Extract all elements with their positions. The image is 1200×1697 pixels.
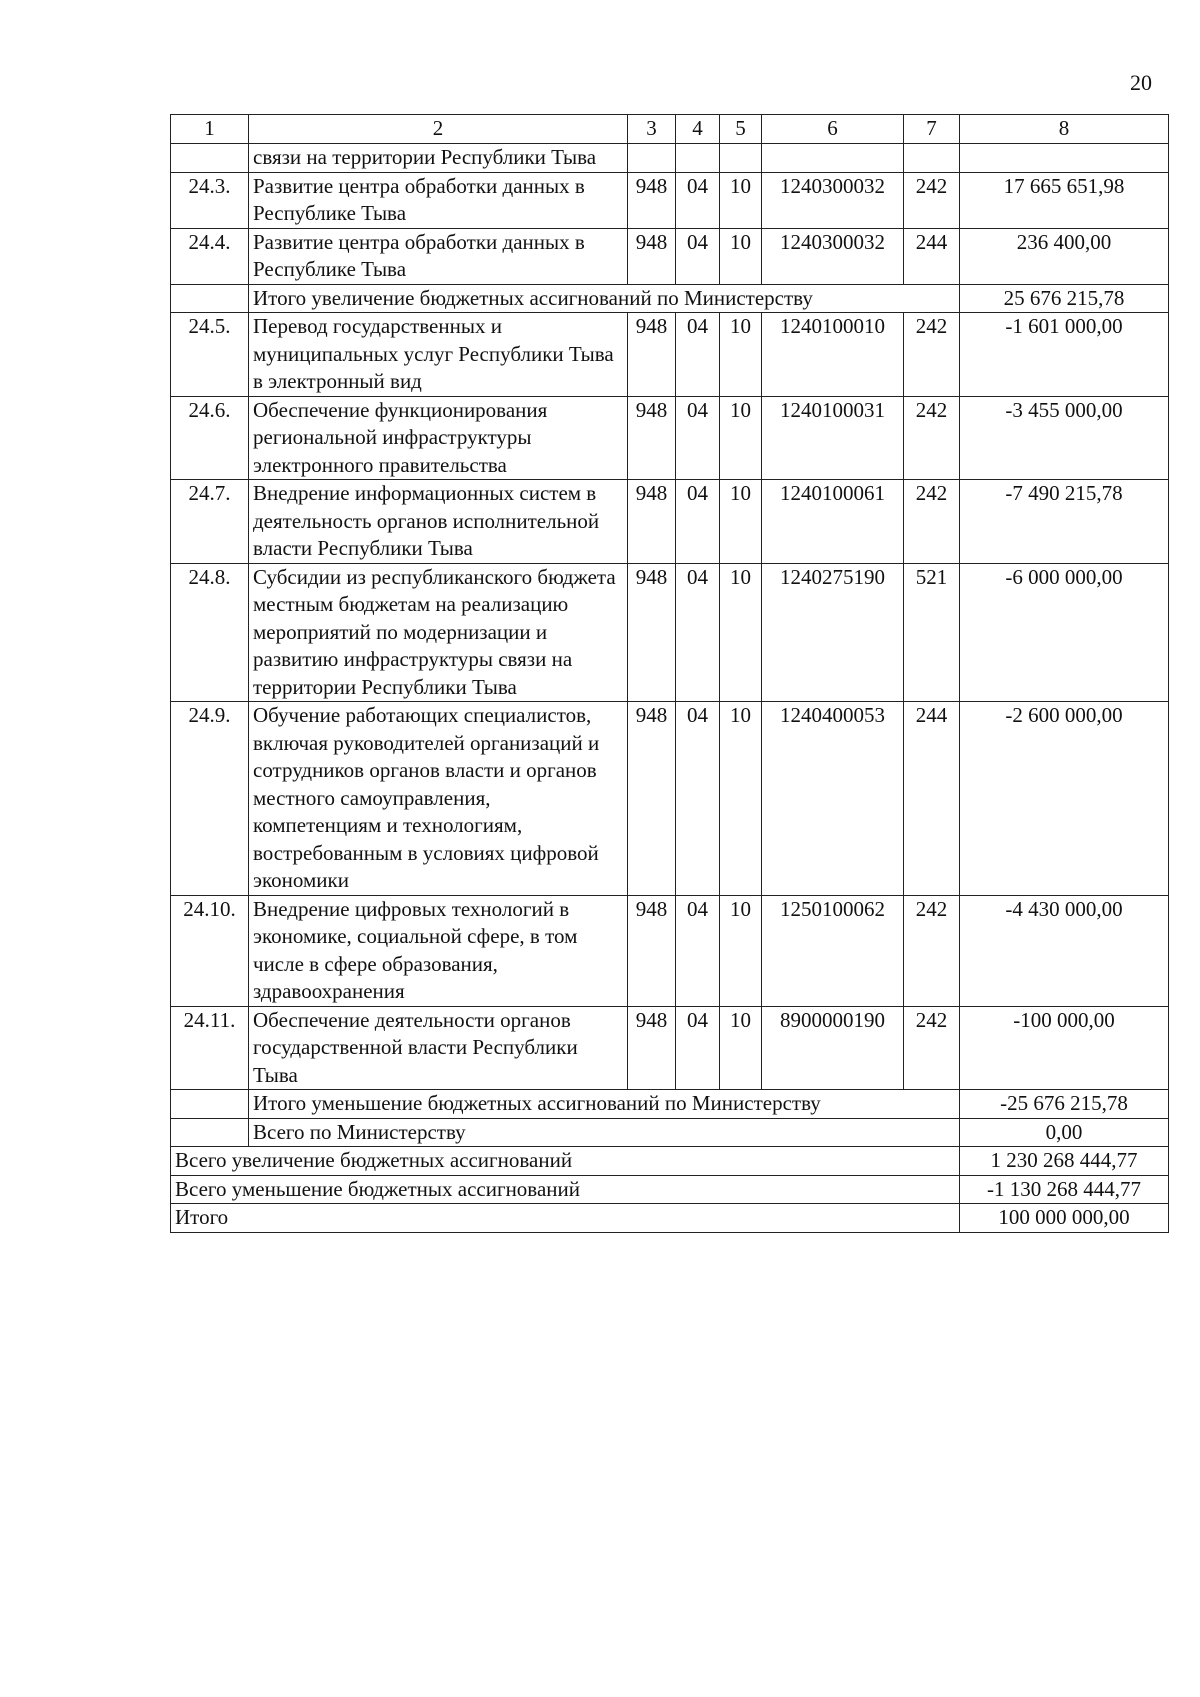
code-cell: 948: [628, 563, 676, 702]
code-cell: 242: [904, 313, 960, 397]
continuation-row: [171, 144, 1169, 173]
continuation-text: связи на территории Республики Тыва: [249, 144, 628, 173]
row-amount: 236 400,00: [960, 228, 1169, 284]
row-name: Обеспечение деятельности органов государственной власти Республики Тыва: [249, 1006, 628, 1090]
table-row: [171, 480, 1169, 564]
code-cell: 04: [676, 895, 720, 1006]
row-name: Обеспечение функционирования региональной инфраструктуры электронного правительства: [249, 396, 628, 480]
code-cell: 521: [904, 563, 960, 702]
code-cell: 10: [720, 1006, 762, 1090]
row-name: Развитие центра обработки данных в Республике Тыва: [249, 172, 628, 228]
code-cell: 1240100031: [762, 396, 904, 480]
code-cell: 04: [676, 396, 720, 480]
ministry-total-label: Всего по Министерству: [249, 1118, 960, 1147]
table-row: [171, 396, 1169, 480]
row-name: Обучение работающих специалистов, включая руководителей организаций и сотрудников органов власти и органов местного самоуправления, компетенциям и технологиям, востребованным в условиях цифровой экономики: [249, 702, 628, 896]
code-cell: 1240400053: [762, 702, 904, 896]
subtotal-decrease-amount: -25 676 215,78: [960, 1090, 1169, 1119]
row-name: Перевод государственных и муниципальных услуг Республики Тыва в электронный вид: [249, 313, 628, 397]
code-cell: 242: [904, 396, 960, 480]
row-amount: -7 490 215,78: [960, 480, 1169, 564]
code-cell: 242: [904, 895, 960, 1006]
grand-total-row: [171, 1204, 1169, 1233]
total-decrease-row: [171, 1175, 1169, 1204]
grand-total-label: Итого: [171, 1204, 960, 1233]
table-row: [171, 702, 1169, 896]
code-cell: 948: [628, 480, 676, 564]
total-increase-label: Всего увеличение бюджетных ассигнований: [171, 1147, 960, 1176]
code-cell: 04: [676, 563, 720, 702]
page-number: 20: [1130, 70, 1152, 95]
subtotal-increase-amount: 25 676 215,78: [960, 284, 1169, 313]
subtotal-decrease-label: Итого уменьшение бюджетных ассигнований по Министерству: [249, 1090, 960, 1119]
header-cell: 5: [720, 115, 762, 144]
code-cell: 242: [904, 172, 960, 228]
code-cell: 04: [676, 1006, 720, 1090]
row-amount: 17 665 651,98: [960, 172, 1169, 228]
code-cell: 10: [720, 702, 762, 896]
subtotal-increase-row: [171, 284, 1169, 313]
code-cell: 10: [720, 313, 762, 397]
header-cell: 3: [628, 115, 676, 144]
row-amount: -3 455 000,00: [960, 396, 1169, 480]
subtotal-decrease-row: [171, 1090, 1169, 1119]
row-amount: -2 600 000,00: [960, 702, 1169, 896]
header-cell: 7: [904, 115, 960, 144]
code-cell: 10: [720, 563, 762, 702]
table-header-row: [171, 115, 1169, 144]
row-number: 24.7.: [171, 480, 249, 564]
table-row: [171, 895, 1169, 1006]
code-cell: 244: [904, 228, 960, 284]
row-number: 24.4.: [171, 228, 249, 284]
row-number: 24.9.: [171, 702, 249, 896]
code-cell: 10: [720, 228, 762, 284]
code-cell: 948: [628, 313, 676, 397]
ministry-total-row: [171, 1118, 1169, 1147]
header-cell: 6: [762, 115, 904, 144]
table-row: [171, 172, 1169, 228]
total-increase-amount: 1 230 268 444,77: [960, 1147, 1169, 1176]
total-increase-row: [171, 1147, 1169, 1176]
code-cell: 948: [628, 396, 676, 480]
code-cell: 04: [676, 480, 720, 564]
code-cell: 10: [720, 396, 762, 480]
row-amount: -1 601 000,00: [960, 313, 1169, 397]
subtotal-increase-label: Итого увеличение бюджетных ассигнований по Министерству: [249, 284, 960, 313]
code-cell: 1240100061: [762, 480, 904, 564]
row-amount: -100 000,00: [960, 1006, 1169, 1090]
total-decrease-label: Всего уменьшение бюджетных ассигнований: [171, 1175, 960, 1204]
code-cell: 8900000190: [762, 1006, 904, 1090]
total-decrease-amount: -1 130 268 444,77: [960, 1175, 1169, 1204]
code-cell: 948: [628, 702, 676, 896]
code-cell: 10: [720, 480, 762, 564]
code-cell: 04: [676, 313, 720, 397]
code-cell: 04: [676, 172, 720, 228]
row-number: 24.8.: [171, 563, 249, 702]
code-cell: 242: [904, 480, 960, 564]
header-cell: 1: [171, 115, 249, 144]
table-row: [171, 1006, 1169, 1090]
row-number: 24.11.: [171, 1006, 249, 1090]
header-cell: 8: [960, 115, 1169, 144]
row-name: Внедрение цифровых технологий в экономике, социальной сфере, в том числе в сфере образования, здравоохранения: [249, 895, 628, 1006]
table-row: [171, 313, 1169, 397]
grand-total-amount: 100 000 000,00: [960, 1204, 1169, 1233]
row-number: 24.5.: [171, 313, 249, 397]
ministry-total-amount: 0,00: [960, 1118, 1169, 1147]
budget-table: [170, 114, 1169, 1233]
code-cell: 1240300032: [762, 172, 904, 228]
row-amount: -4 430 000,00: [960, 895, 1169, 1006]
code-cell: 1250100062: [762, 895, 904, 1006]
code-cell: 1240100010: [762, 313, 904, 397]
header-cell: 2: [249, 115, 628, 144]
table-row: [171, 228, 1169, 284]
code-cell: 04: [676, 228, 720, 284]
code-cell: 10: [720, 895, 762, 1006]
code-cell: 948: [628, 172, 676, 228]
code-cell: 1240275190: [762, 563, 904, 702]
row-number: 24.10.: [171, 895, 249, 1006]
row-name: Субсидии из республиканского бюджета местным бюджетам на реализацию мероприятий по модернизации и развитию инфраструктуры связи на территории Республики Тыва: [249, 563, 628, 702]
code-cell: 948: [628, 895, 676, 1006]
row-number: 24.3.: [171, 172, 249, 228]
header-cell: 4: [676, 115, 720, 144]
code-cell: 244: [904, 702, 960, 896]
code-cell: 242: [904, 1006, 960, 1090]
code-cell: 10: [720, 172, 762, 228]
code-cell: 948: [628, 1006, 676, 1090]
row-name: Развитие центра обработки данных в Республике Тыва: [249, 228, 628, 284]
row-amount: -6 000 000,00: [960, 563, 1169, 702]
table-row: [171, 563, 1169, 702]
row-name: Внедрение информационных систем в деятельность органов исполнительной власти Республики Тыва: [249, 480, 628, 564]
row-number: 24.6.: [171, 396, 249, 480]
code-cell: 948: [628, 228, 676, 284]
code-cell: 04: [676, 702, 720, 896]
code-cell: 1240300032: [762, 228, 904, 284]
